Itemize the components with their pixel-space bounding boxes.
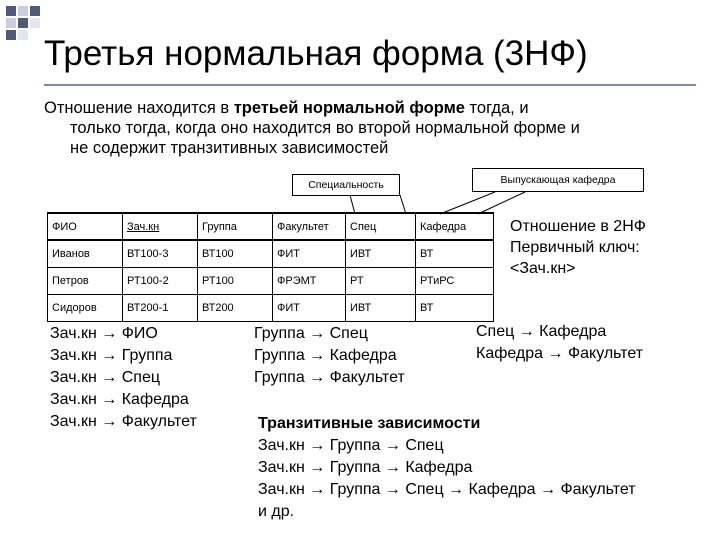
table-cell: ВТ200 <box>198 294 273 321</box>
table-row <box>48 267 494 294</box>
dependency-row <box>50 411 197 433</box>
dependency-row <box>254 323 405 345</box>
attribute-name: Зач.кн <box>50 413 97 430</box>
transitive-title: Транзитивные зависимости <box>258 415 481 432</box>
arrow-icon: → <box>535 481 561 498</box>
arrow-icon: → <box>304 481 330 498</box>
arrow-icon: → <box>304 325 330 342</box>
table-cell: ВТ200-1 <box>123 294 198 321</box>
attribute-name: Спец <box>329 325 368 342</box>
arrow-icon: → <box>304 437 330 454</box>
attribute-name: Кафедра <box>476 345 544 362</box>
table-cell: Петров <box>48 267 123 294</box>
header-cell-fio: ФИО <box>48 213 123 240</box>
dependency-row <box>50 323 197 345</box>
attribute-name: Кафедра <box>121 391 189 408</box>
arrow-icon: → <box>443 481 469 498</box>
dependency-row <box>50 345 197 367</box>
attribute-name: Зач.кн <box>258 459 305 476</box>
table-cell: РТ100-2 <box>123 267 198 294</box>
dependency-row <box>258 457 636 479</box>
dependency-row <box>258 479 636 501</box>
dependency-row <box>476 321 643 343</box>
arrow-icon: → <box>304 347 330 364</box>
attribute-name: Группа <box>254 325 305 342</box>
dependency-row <box>254 345 405 367</box>
note-line: Первичный ключ: <box>510 239 640 256</box>
attribute-name: Кафедра <box>405 459 473 476</box>
attribute-name: Зач.кн <box>50 347 97 364</box>
arrow-icon: → <box>304 459 330 476</box>
attribute-name: Спец <box>405 437 444 454</box>
arrow-icon: → <box>96 369 122 386</box>
definition-emphasis: третьей нормальной форме <box>233 99 465 117</box>
attribute-name: Факультет <box>567 345 644 362</box>
dependency-row <box>254 367 405 389</box>
arrow-icon: → <box>543 345 568 362</box>
table-cell: Иванов <box>48 240 123 267</box>
arrow-icon: → <box>380 481 406 498</box>
attribute-name: ФИО <box>121 325 158 342</box>
header-cell-dept: Кафедра <box>416 213 494 240</box>
attribute-name: Кафедра <box>468 481 536 498</box>
header-cell-group: Группа <box>198 213 273 240</box>
attribute-name: Факультет <box>121 413 197 430</box>
dept-pointer <box>478 192 525 214</box>
table-cell: ФИТ <box>273 294 346 321</box>
table-cell: ФРЭМТ <box>273 267 346 294</box>
attribute-name: Зач.кн <box>258 437 305 454</box>
attribute-name: Группа <box>121 347 173 364</box>
arrow-icon: → <box>96 413 122 430</box>
header-cell-spec: Спец <box>346 213 416 240</box>
table-header-row <box>48 213 494 240</box>
attribute-name: Группа <box>329 481 381 498</box>
arrow-icon: → <box>380 437 406 454</box>
arrow-icon: → <box>380 459 406 476</box>
definition-line-3: не содержит транзитивных зависимостей <box>70 139 389 157</box>
attribute-name: Зач.кн <box>50 325 97 342</box>
table-row <box>48 294 494 321</box>
header-cell-key: Зач.кн <box>123 213 198 240</box>
dept-pointer <box>440 192 495 214</box>
header-cell-faculty: Факультет <box>273 213 346 240</box>
attribute-name: Группа <box>329 459 381 476</box>
table-cell: ФИТ <box>273 240 346 267</box>
dependency-row <box>50 389 197 411</box>
attribute-name: Спец <box>405 481 444 498</box>
spec-dependencies <box>476 321 643 365</box>
attribute-name: Группа <box>254 369 305 386</box>
dependency-row <box>258 435 636 457</box>
attribute-name: Факультет <box>329 369 405 386</box>
table-cell: ВТ100-3 <box>123 240 198 267</box>
definition-line-2: только тогда, когда оно находится во второй нормальной форме и <box>70 119 580 137</box>
transitive-chains <box>258 435 636 501</box>
table-cell: ИВТ <box>346 294 416 321</box>
attribute-name: Зач.кн <box>258 481 305 498</box>
attribute-name: Факультет <box>560 481 636 498</box>
relation-table <box>47 212 494 322</box>
specialty-callout: Специальность <box>292 174 400 196</box>
attribute-name: Группа <box>254 347 305 364</box>
arrow-icon: → <box>514 323 540 340</box>
key-dependencies <box>50 323 197 433</box>
dependency-row <box>50 367 197 389</box>
definition-text: тогда, и <box>464 99 529 117</box>
table-cell: ВТ100 <box>198 240 273 267</box>
table-cell: Сидоров <box>48 294 123 321</box>
table-cell: РТ <box>346 267 416 294</box>
attribute-name: Спец <box>121 369 160 386</box>
arrow-icon: → <box>304 369 330 386</box>
definition-text: Отношение находится в <box>44 99 234 117</box>
table-cell: ИВТ <box>346 240 416 267</box>
table-cell: ВТ <box>416 294 494 321</box>
transitive-footer: и др. <box>258 503 295 520</box>
table-cell: РТ100 <box>198 267 273 294</box>
table-cell: ВТ <box>416 240 494 267</box>
attribute-name: Кафедра <box>329 347 397 364</box>
transitive-dependencies <box>258 413 636 523</box>
group-dependencies <box>254 323 405 389</box>
arrow-icon: → <box>96 391 122 408</box>
table-row <box>48 240 494 267</box>
graduating-dept-callout: Выпускающая кафедра <box>472 168 644 192</box>
attribute-name: Зач.кн <box>50 369 97 386</box>
slide-title: Третья нормальная форма (3НФ) <box>44 34 588 73</box>
dependency-row <box>476 343 643 365</box>
note-line: <Зач.кн> <box>510 260 576 277</box>
attribute-name: Зач.кн <box>50 391 97 408</box>
table-cell: РТиРС <box>416 267 494 294</box>
attribute-name: Кафедра <box>539 323 607 340</box>
relation-note <box>510 216 646 279</box>
arrow-icon: → <box>96 325 122 342</box>
arrow-icon: → <box>96 347 122 364</box>
attribute-name: Группа <box>329 437 381 454</box>
attribute-name: Спец <box>476 323 515 340</box>
note-line: Отношение в 2НФ <box>510 218 646 235</box>
